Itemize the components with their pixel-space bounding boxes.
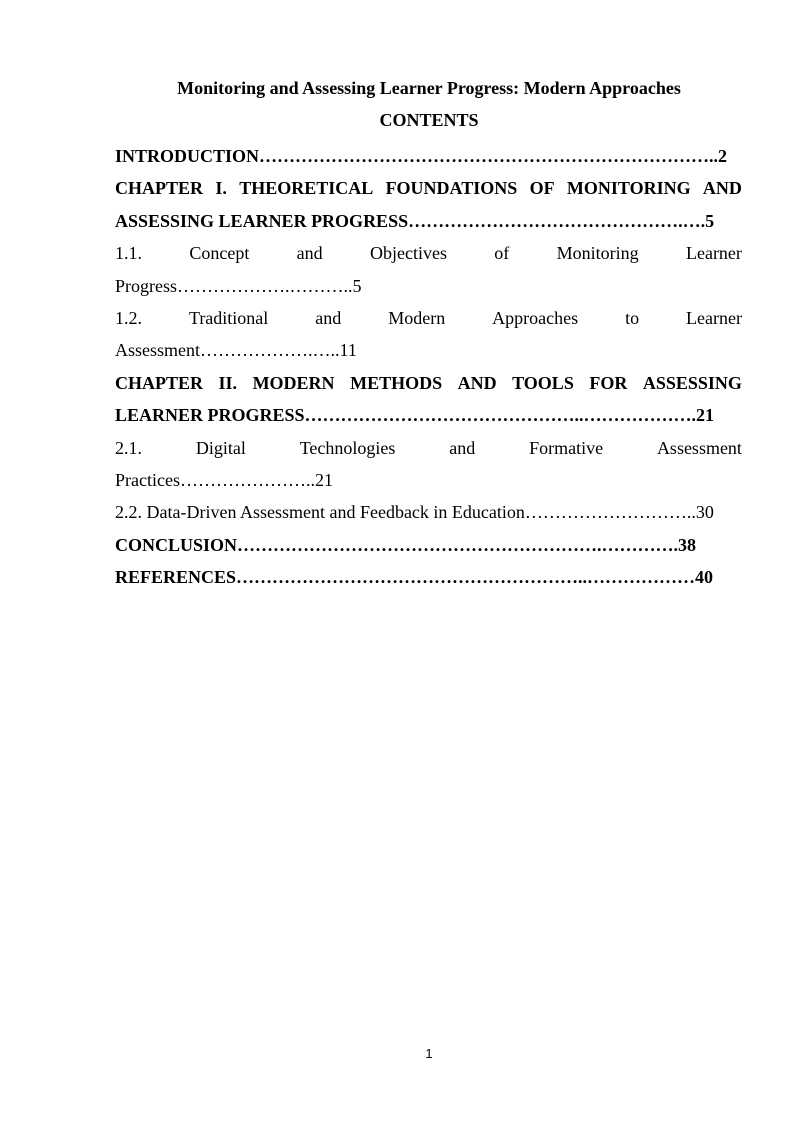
toc-word: Concept bbox=[189, 243, 250, 264]
toc-word: FOR bbox=[589, 372, 628, 393]
toc-section-1-1-line-2: Progress……………….………..5 bbox=[115, 275, 362, 296]
toc-entry-conclusion-text: CONCLUSION…………………………………………………….………….38 bbox=[115, 534, 697, 555]
toc-word: Monitoring bbox=[556, 243, 639, 264]
toc-word: AND bbox=[457, 372, 497, 393]
toc-section-1-1-line-1 bbox=[115, 237, 742, 269]
toc-entry-chapter-2[interactable] bbox=[115, 367, 742, 432]
toc-word: and bbox=[296, 243, 323, 264]
toc-entry-section-1-2[interactable] bbox=[115, 302, 742, 367]
document-title: Monitoring and Assessing Learner Progress: Modern Approaches bbox=[177, 78, 681, 98]
contents-heading: CONTENTS bbox=[379, 110, 479, 130]
toc-word: MODERN bbox=[252, 372, 335, 393]
toc-word: and bbox=[315, 307, 342, 328]
toc-word: I. bbox=[215, 178, 227, 199]
toc-entry-section-2-2[interactable] bbox=[115, 496, 742, 528]
toc-word: Approaches bbox=[492, 307, 579, 328]
toc-entry-introduction[interactable] bbox=[115, 140, 742, 172]
toc-word: 1.2. bbox=[115, 307, 142, 328]
toc-word: Learner bbox=[686, 307, 742, 328]
toc-word: Assessment bbox=[656, 437, 742, 458]
toc-chapter-2-line-2: LEARNER PROGRESS………………………………………..……………….21 bbox=[115, 405, 715, 426]
toc-entry-references-text: REFERENCES…………………………………………………..………………40 bbox=[115, 567, 714, 588]
table-of-contents bbox=[115, 140, 742, 593]
toc-chapter-2-line-1 bbox=[115, 367, 742, 399]
toc-entry-conclusion[interactable] bbox=[115, 529, 742, 561]
toc-word: 1.1. bbox=[115, 243, 142, 264]
toc-chapter-1-line-2: ASSESSING LEARNER PROGRESS……………………………………….….5 bbox=[115, 210, 715, 231]
toc-section-2-1-line-2: Practices…………………..21 bbox=[115, 469, 333, 490]
toc-word: and bbox=[449, 437, 476, 458]
toc-word: Objectives bbox=[369, 243, 447, 264]
toc-word: OF bbox=[529, 178, 555, 199]
toc-word: Formative bbox=[529, 437, 604, 458]
toc-word: of bbox=[494, 243, 510, 264]
toc-section-2-1-line-1 bbox=[115, 432, 742, 464]
toc-word: to bbox=[625, 307, 640, 328]
toc-word: TOOLS bbox=[512, 372, 574, 393]
page-number: 1 bbox=[425, 1046, 433, 1061]
toc-word: ASSESSING bbox=[642, 372, 742, 393]
toc-entry-section-1-1[interactable] bbox=[115, 237, 742, 302]
toc-word: Learner bbox=[685, 243, 742, 264]
toc-section-1-2-line-1 bbox=[115, 302, 742, 334]
toc-word: Digital bbox=[195, 437, 246, 458]
toc-word: Traditional bbox=[188, 307, 269, 328]
toc-entry-chapter-1[interactable] bbox=[115, 172, 742, 237]
toc-word: FOUNDATIONS bbox=[385, 178, 518, 199]
toc-section-2-2-text: 2.2. Data-Driven Assessment and Feedback in Education………………………..30 bbox=[115, 502, 714, 523]
toc-entry-introduction-text: INTRODUCTION…………………………………………………………………..2 bbox=[115, 146, 728, 166]
toc-word: CHAPTER bbox=[115, 178, 204, 199]
toc-word: THEORETICAL bbox=[239, 178, 374, 199]
toc-word: MONITORING bbox=[566, 178, 691, 199]
toc-entry-references[interactable] bbox=[115, 561, 742, 593]
toc-word: CHAPTER bbox=[115, 372, 204, 393]
toc-word: METHODS bbox=[350, 372, 443, 393]
toc-word: II. bbox=[218, 372, 238, 393]
toc-word: AND bbox=[702, 178, 742, 199]
toc-section-1-2-line-2: Assessment……………….…..11 bbox=[115, 340, 357, 361]
toc-word: 2.1. bbox=[115, 437, 142, 458]
toc-entry-section-2-1[interactable] bbox=[115, 432, 742, 497]
toc-word: Modern bbox=[388, 307, 446, 328]
toc-word: Technologies bbox=[299, 437, 396, 458]
toc-chapter-1-line-1 bbox=[115, 172, 742, 204]
